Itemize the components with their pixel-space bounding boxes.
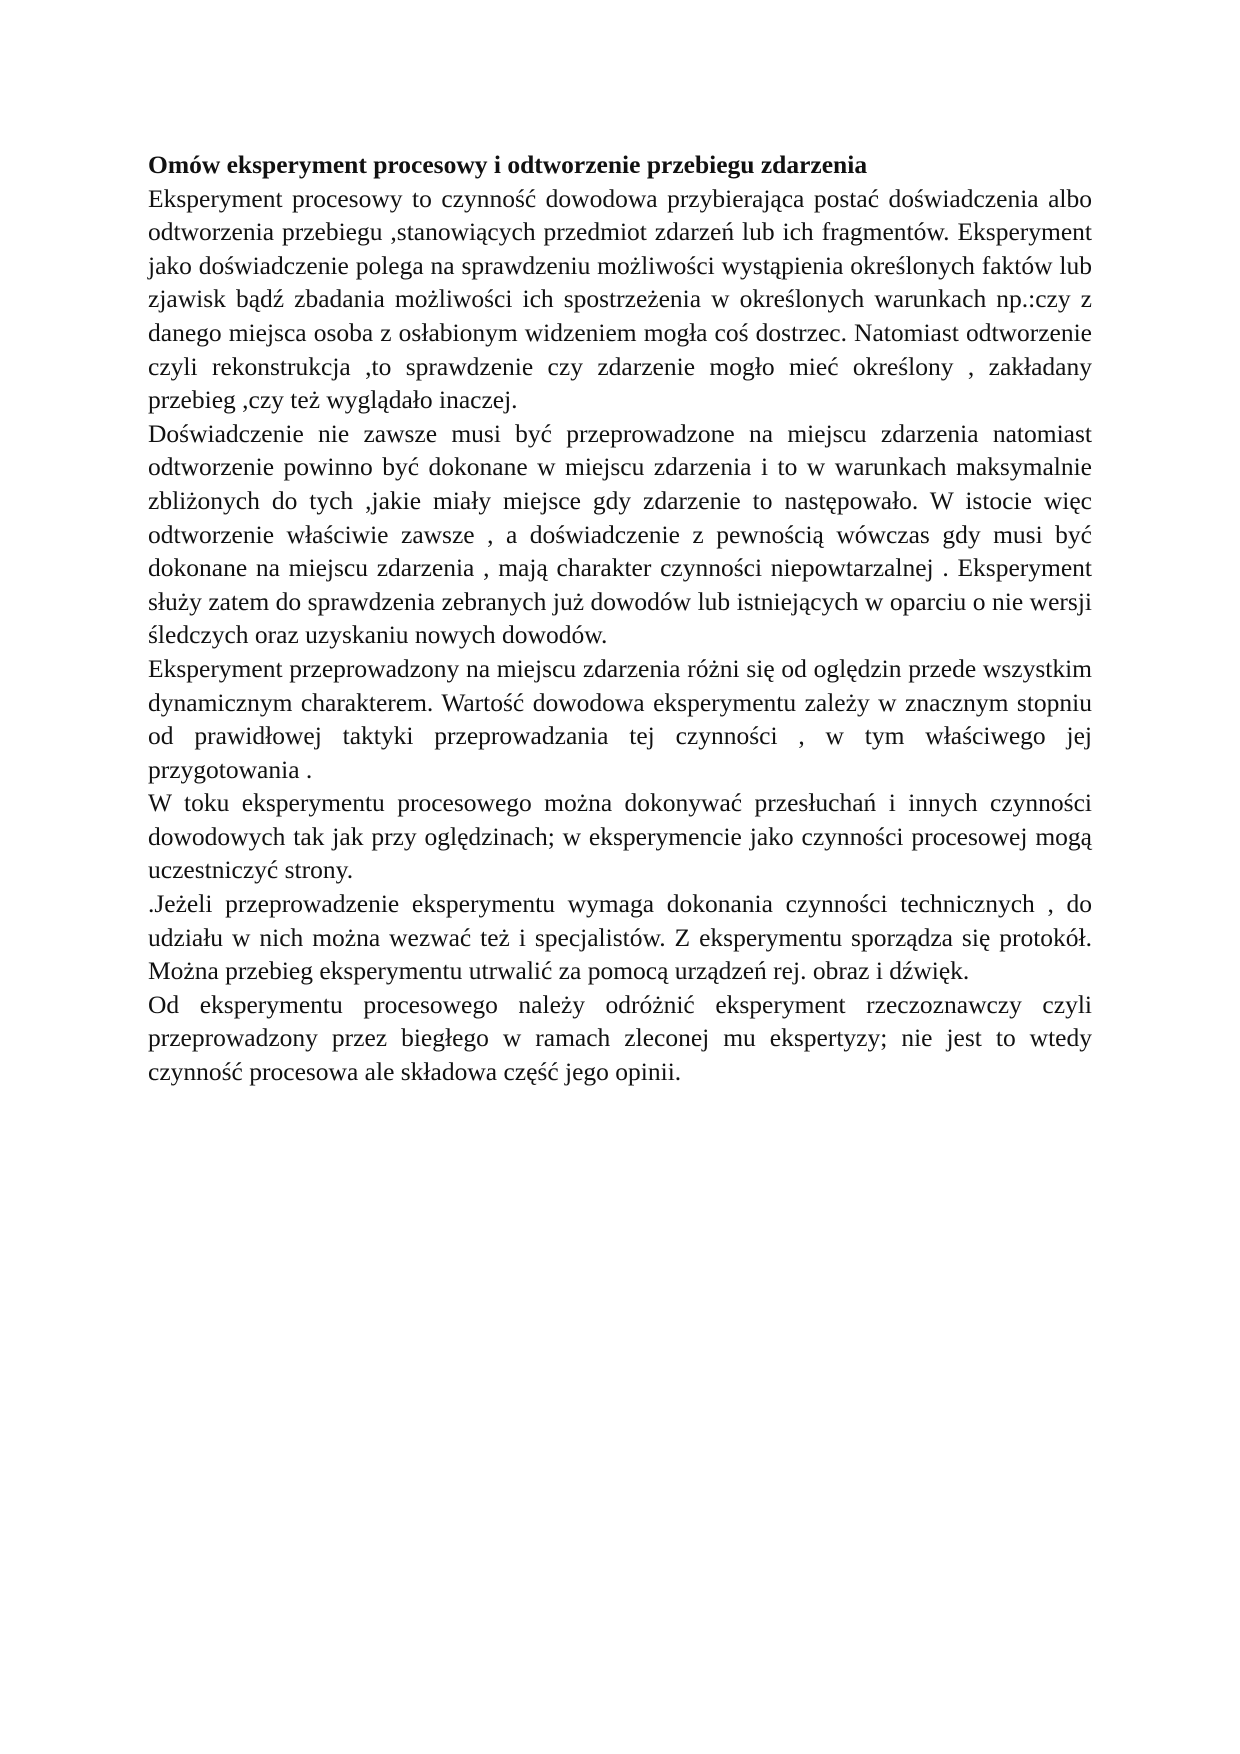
paragraph-1: Eksperyment procesowy to czynność dowodowa przybierająca postać doświadczenia albo odtworzenia przebiegu ,stanowiących przedmiot zdarzeń lub ich fragmentów. Eksperyment jako doświadczenie polega na sprawdzeniu możliwości wystąpienia określonych faktów lub zjawisk bądź zbadania możliwości ich spostrzeżenia w określonych warunkach np.:czy z danego miejsca osoba z osłabionym widzeniem mogła coś dostrzec. Natomiast odtworzenie czyli rekonstrukcja ,to sprawdzenie czy zdarzenie mogło mieć określony , zakładany przebieg ,czy też wyglądało inaczej. (148, 183, 1092, 415)
paragraph-3: Eksperyment przeprowadzony na miejscu zdarzenia różni się od oględzin przede wszystkim dynamicznym charakterem. Wartość dowodowa eksperymentu zależy w znacznym stopniu od prawidłowej taktyki przeprowadzania tej czynności , w tym właściwego jej przygotowania . (148, 653, 1092, 784)
paragraph-4: W toku eksperymentu procesowego można dokonywać przesłuchań i innych czynności dowodowych tak jak przy oględzinach; w eksperymencie jako czynności procesowej mogą uczestniczyć strony. (148, 788, 1092, 885)
document-body (148, 148, 1092, 1089)
paragraph-2: Doświadczenie nie zawsze musi być przeprowadzone na miejscu zdarzenia natomiast odtworzenie powinno być dokonane w miejscu zdarzenia i to w warunkach maksymalnie zbliżonych do tych ,jakie miały miejsce gdy zdarzenie to następowało. W istocie więc odtworzenie właściwie zawsze , a doświadczenie z pewnością wówczas gdy musi być dokonane na miejscu zdarzenia , mają charakter czynności niepowtarzalnej . Eksperyment służy zatem do sprawdzenia zebranych już dowodów lub istniejących w oparciu o nie wersji śledczych oraz uzyskaniu nowych dowodów. (148, 418, 1092, 650)
paragraph-5: .Jeżeli przeprowadzenie eksperymentu wymaga dokonania czynności technicznych , do udziału w nich można wezwać też i specjalistów. Z eksperymentu sporządza się protokół. Można przebieg eksperymentu utrwalić za pomocą urządzeń rej. obraz i dźwięk. (148, 889, 1092, 986)
document-title: Omów eksperyment procesowy i odtworzenie przebiegu zdarzenia (148, 150, 868, 179)
paragraph-6: Od eksperymentu procesowego należy odróżnić eksperyment rzeczoznawczy czyli przeprowadzony przez biegłego w ramach zleconej mu ekspertyzy; nie jest to wtedy czynność procesowa ale składowa część jego opinii. (148, 989, 1092, 1087)
